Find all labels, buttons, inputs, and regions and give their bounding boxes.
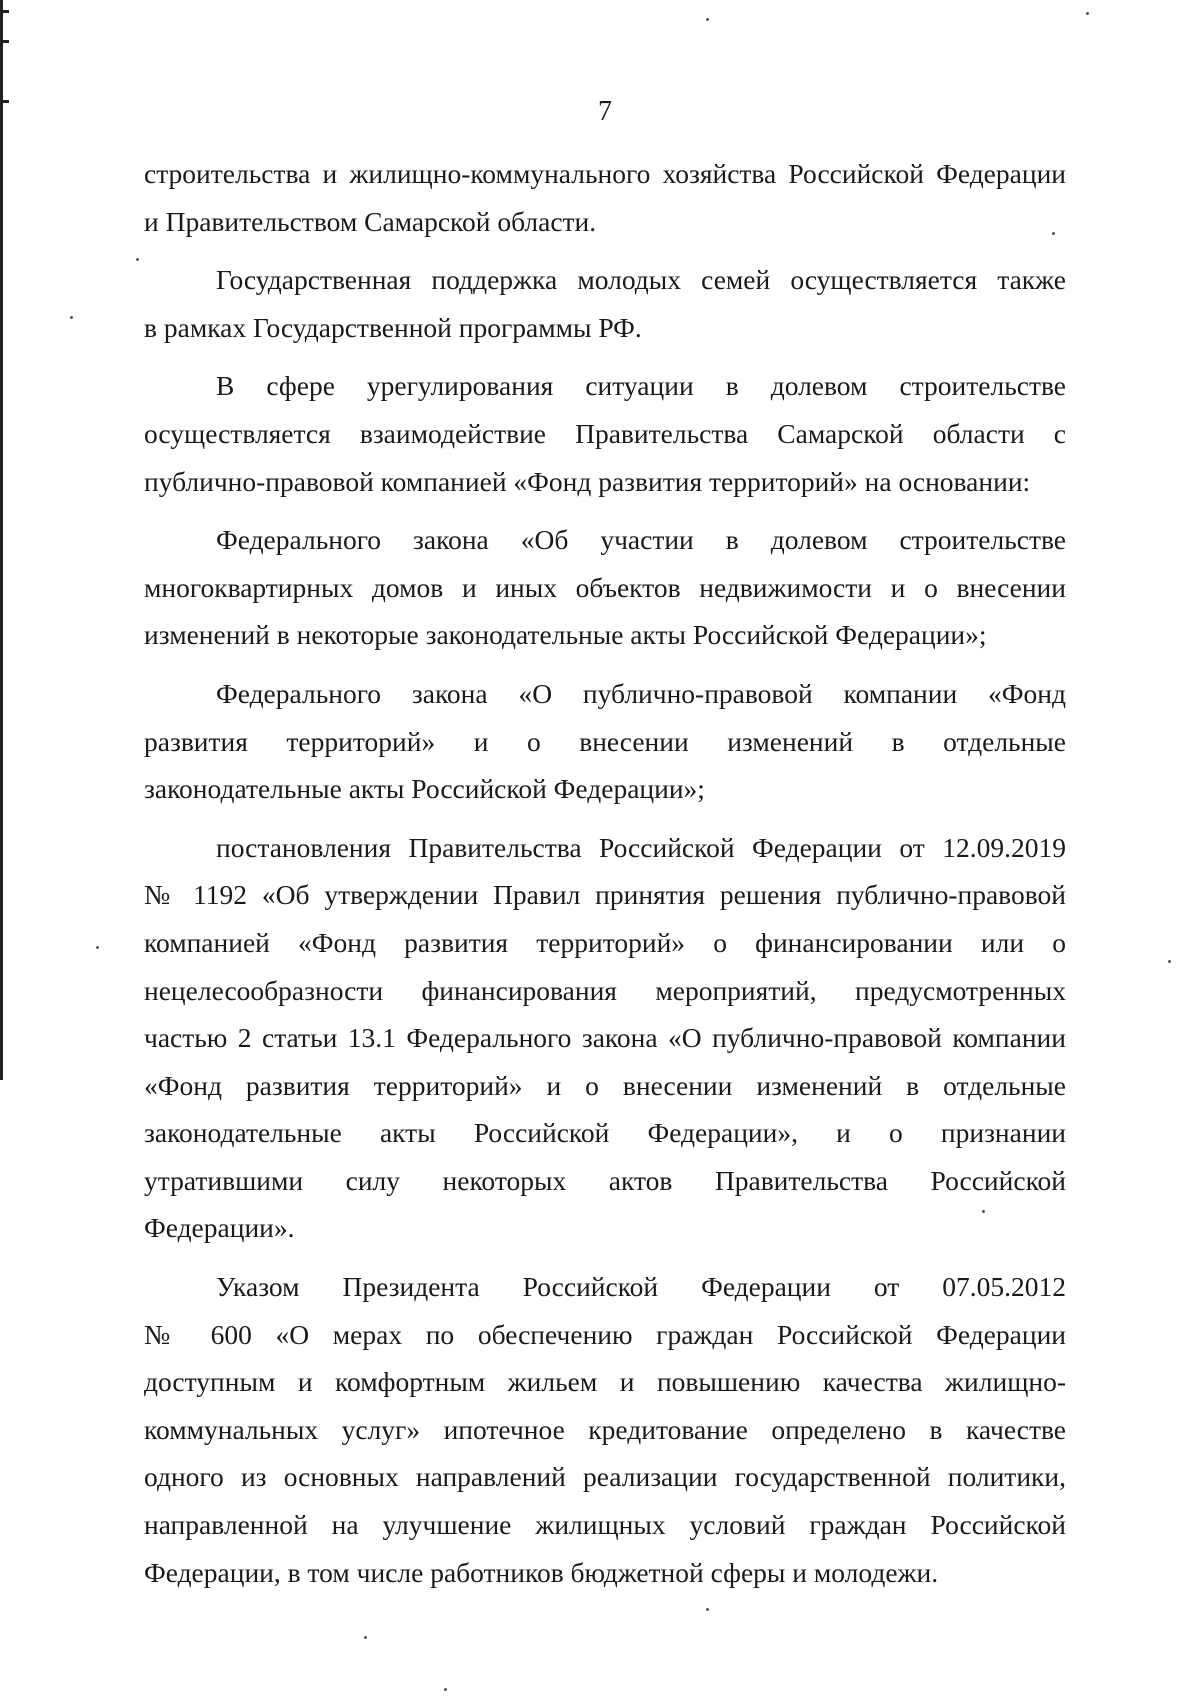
text-line: компанией «Фонд развития территорий» о финансировании или о — [144, 926, 1066, 958]
scan-speck — [96, 946, 99, 949]
scan-speck — [1086, 12, 1089, 15]
page-number: 7 — [598, 96, 612, 127]
text-line: Государственная поддержка молодых семей осуществляется также — [216, 264, 1066, 296]
text-line: и Правительством Самарской области. — [144, 205, 597, 237]
text-line: законодательные акты Российской Федерации»; — [144, 773, 705, 805]
text-line: изменений в некоторые законодательные акты Российской Федерации»; — [144, 619, 987, 651]
text-line: осуществляется взаимодействие Правительства Самарской области с — [144, 417, 1066, 449]
scan-tick-mark — [0, 10, 9, 13]
paragraph — [144, 150, 1066, 245]
text-line: Федерации». — [144, 1212, 295, 1244]
scan-speck — [706, 18, 709, 21]
paragraph — [144, 670, 1066, 813]
scan-speck — [70, 316, 73, 319]
scan-speck — [1052, 232, 1055, 235]
document-body — [144, 150, 1066, 1607]
text-line: строительства и жилищно-коммунального хозяйства Российской Федерации — [144, 158, 1066, 189]
scan-speck — [364, 1636, 367, 1639]
text-line: Федерального закона «О публично-правовой компании «Фонд — [216, 677, 1066, 709]
text-line: постановления Правительства Российской Федерации от 12.09.2019 — [216, 831, 1066, 863]
text-line: публично-правовой компанией «Фонд развития территорий» на основании: — [144, 465, 1031, 497]
scan-tick-mark — [0, 40, 9, 43]
text-line: развития территорий» и о внесении изменений в отдельные — [144, 725, 1066, 757]
text-line: многоквартирных домов и иных объектов недвижимости и о внесении — [144, 571, 1066, 603]
text-line: законодательные акты Российской Федерации», и о признании — [144, 1117, 1066, 1149]
text-line: № 600 «О мерах по обеспечению граждан Российской Федерации — [144, 1318, 1066, 1350]
text-line: утратившими силу некоторых актов Правительства Российской — [144, 1164, 1066, 1196]
text-line: коммунальных услуг» ипотечное кредитование определено в качестве — [144, 1413, 1066, 1445]
paragraph — [144, 362, 1066, 505]
scan-edge-mark — [0, 0, 3, 1080]
paragraph — [144, 1263, 1066, 1596]
text-line: Федерации, в том числе работников бюджетной сферы и молодежи. — [144, 1556, 939, 1588]
text-line: № 1192 «Об утверждении Правил принятия решения публично-правовой — [144, 879, 1066, 911]
text-line: Указом Президента Российской Федерации от 07.05.2012 — [216, 1271, 1066, 1303]
scan-speck — [1168, 960, 1171, 963]
scan-speck — [444, 1688, 447, 1691]
scan-speck — [136, 258, 139, 261]
text-line: одного из основных направлений реализации государственной политики, — [144, 1461, 1066, 1493]
text-line: доступным и комфортным жильем и повышению качества жилищно- — [144, 1366, 1066, 1398]
text-line: направленной на улучшение жилищных условий граждан Российской — [144, 1509, 1066, 1541]
scan-speck — [982, 1210, 985, 1213]
text-line: «Фонд развития территорий» и о внесении изменений в отдельные — [144, 1069, 1066, 1101]
text-line: частью 2 статьи 13.1 Федерального закона «О публично-правовой компании — [144, 1022, 1066, 1054]
paragraph — [144, 256, 1066, 351]
text-line: Федерального закона «Об участии в долевом строительстве — [216, 524, 1066, 556]
text-line: нецелесообразности финансирования мероприятий, предусмотренных — [144, 974, 1066, 1006]
text-line: в рамках Государственной программы РФ. — [144, 311, 642, 343]
paragraph — [144, 824, 1066, 1252]
paragraph — [144, 516, 1066, 659]
scan-speck — [706, 1608, 709, 1611]
text-line: В сфере урегулирования ситуации в долевом строительстве — [216, 370, 1066, 402]
